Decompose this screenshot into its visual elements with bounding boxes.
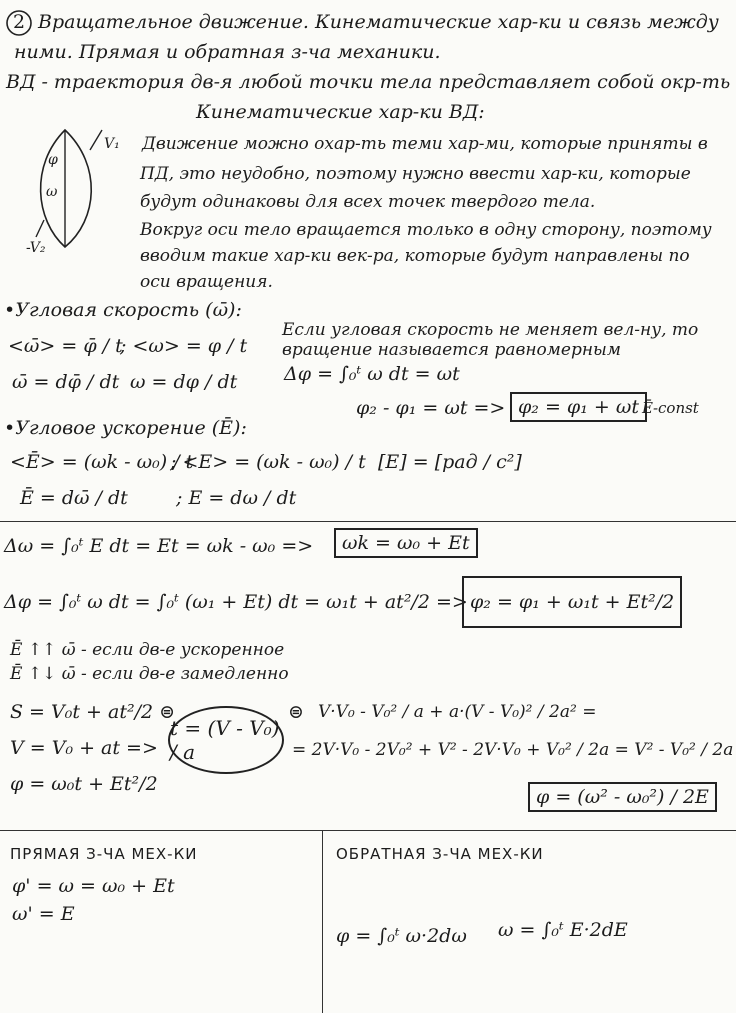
intro-line-2: ПД, это неудобно, поэтому нужно ввести хар-ки, которые: [140, 164, 691, 184]
intro-line-4: Вокруг оси тело вращается только в одну сторону, поэтому: [140, 220, 712, 240]
inst-angular-velocity: ω = dφ / dt: [130, 371, 238, 393]
intro-line-5: вводим такие хар-ки век-ра, которые будут направлены по: [140, 246, 690, 266]
direct-line-1: φ' = ω = ω₀ + Et: [12, 875, 175, 897]
constant-condition: Ē-const: [642, 399, 699, 417]
inverse-phi: φ = ∫₀ᵗ ω·2dω: [336, 925, 467, 947]
inverse-omega: ω = ∫₀ᵗ E·2dE: [498, 919, 628, 941]
diagram-omega-label: ω: [46, 184, 58, 200]
derivation-eq-sign: ⊜: [288, 701, 304, 723]
avg-angular-acceleration: ; <E> = (ωk - ω₀) / t: [170, 451, 366, 473]
angular-acceleration-heading: •Угловое ускорение (Ē):: [4, 417, 247, 439]
avg-angular-velocity-vector: <ω̄> = φ̄ / t: [8, 335, 123, 357]
avg-angular-velocity: ; <ω> = φ / t: [120, 335, 248, 357]
intro-line-1: Движение можно охар-ть теми хар-ми, которые приняты в: [142, 134, 708, 154]
phi-time-equation: φ = ω₀t + Et²/2: [10, 773, 158, 795]
time-expression-oval: t = (V - V₀) / a: [168, 706, 284, 774]
derivation-rhs-2: = 2V·V₀ - 2V₀² + V² - 2V·V₀ + V₀² / 2a = V² - V₀² / 2a: [292, 740, 734, 760]
displacement-equation: S = V₀t + at²/2 ⊜: [10, 701, 176, 723]
angular-velocity-heading: •Угловая скорость (ω̄):: [4, 299, 242, 321]
divider-bottom: [0, 830, 736, 831]
intro-line-3: будут одинаковы для всех точек твердого тела.: [140, 192, 596, 212]
definition-line: ВД - траектория дв-я любой точки тела представляет собой окр-ть: [6, 71, 731, 93]
title-line-2: ними. Прямая и обратная з-ча механики.: [14, 41, 441, 63]
decelerated-motion: Ē ↑↓ ω̄ - если дв-е замедленно: [10, 664, 289, 684]
divider-top: [0, 521, 736, 522]
intro-line-6: оси вращения.: [140, 272, 273, 292]
accelerated-motion: Ē ↑↑ ω̄ - если дв-е ускоренное: [10, 640, 285, 660]
phi-omega-final-formula: φ = (ω² - ω₀²) / 2E: [528, 782, 717, 812]
section-title: Кинематические хар-ки ВД:: [196, 101, 485, 123]
phi-final-formula: φ₂ = φ₁ + ω₁t + Et²/2: [462, 576, 682, 628]
inst-angular-acceleration: ; E = dω / dt: [176, 487, 297, 509]
title-line-1: Вращательное движение. Кинематические хар-ки и связь между: [38, 11, 719, 33]
diagram-v1-label: V₁: [104, 136, 120, 152]
acceleration-unit: [E] = [рад / с²]: [378, 451, 522, 473]
phi-integral: Δφ = ∫₀ᵗ ω dt = ωt: [284, 363, 460, 385]
uniform-note-line-2: вращение называется равномерным: [282, 340, 621, 360]
inst-angular-velocity-vector: ω̄ = dφ̄ / dt: [12, 371, 120, 393]
delta-phi-equation: Δφ = ∫₀ᵗ ω dt = ∫₀ᵗ (ω₁ + Et) dt = ω₁t + at²/2 =>: [4, 591, 468, 613]
uniform-rotation-formula: φ₂ = φ₁ + ωt: [510, 392, 647, 422]
omega-final-formula: ωk = ω₀ + Et: [334, 528, 478, 558]
problem-number: 2: [13, 11, 26, 33]
diagram-phi-label: φ: [48, 152, 58, 168]
inverse-problem-heading: ОБРАТНАЯ З-ЧА МЕХ-КИ: [336, 845, 544, 863]
diagram-v2-label: -V₂: [26, 240, 46, 256]
velocity-equation: V = V₀ + at =>: [10, 737, 158, 759]
uniform-note-line-1: Если угловая скорость не меняет вел-ну, то: [282, 320, 699, 340]
derivation-rhs-1: V·V₀ - V₀² / a + a·(V - V₀)² / 2a² =: [318, 702, 597, 722]
phi-difference: φ₂ - φ₁ = ωt =>: [356, 397, 506, 419]
direct-line-2: ω' = E: [12, 903, 75, 925]
inst-angular-acceleration-vector: Ē = dω̄ / dt: [20, 487, 128, 509]
column-divider: [322, 830, 323, 1013]
delta-omega-equation: Δω = ∫₀ᵗ E dt = Et = ωk - ω₀ =>: [4, 535, 314, 557]
avg-angular-acceleration-vector: <Ē> = (ωk - ω₀) / t: [10, 451, 194, 473]
direct-problem-heading: ПРЯМАЯ З-ЧА МЕХ-КИ: [10, 845, 198, 863]
